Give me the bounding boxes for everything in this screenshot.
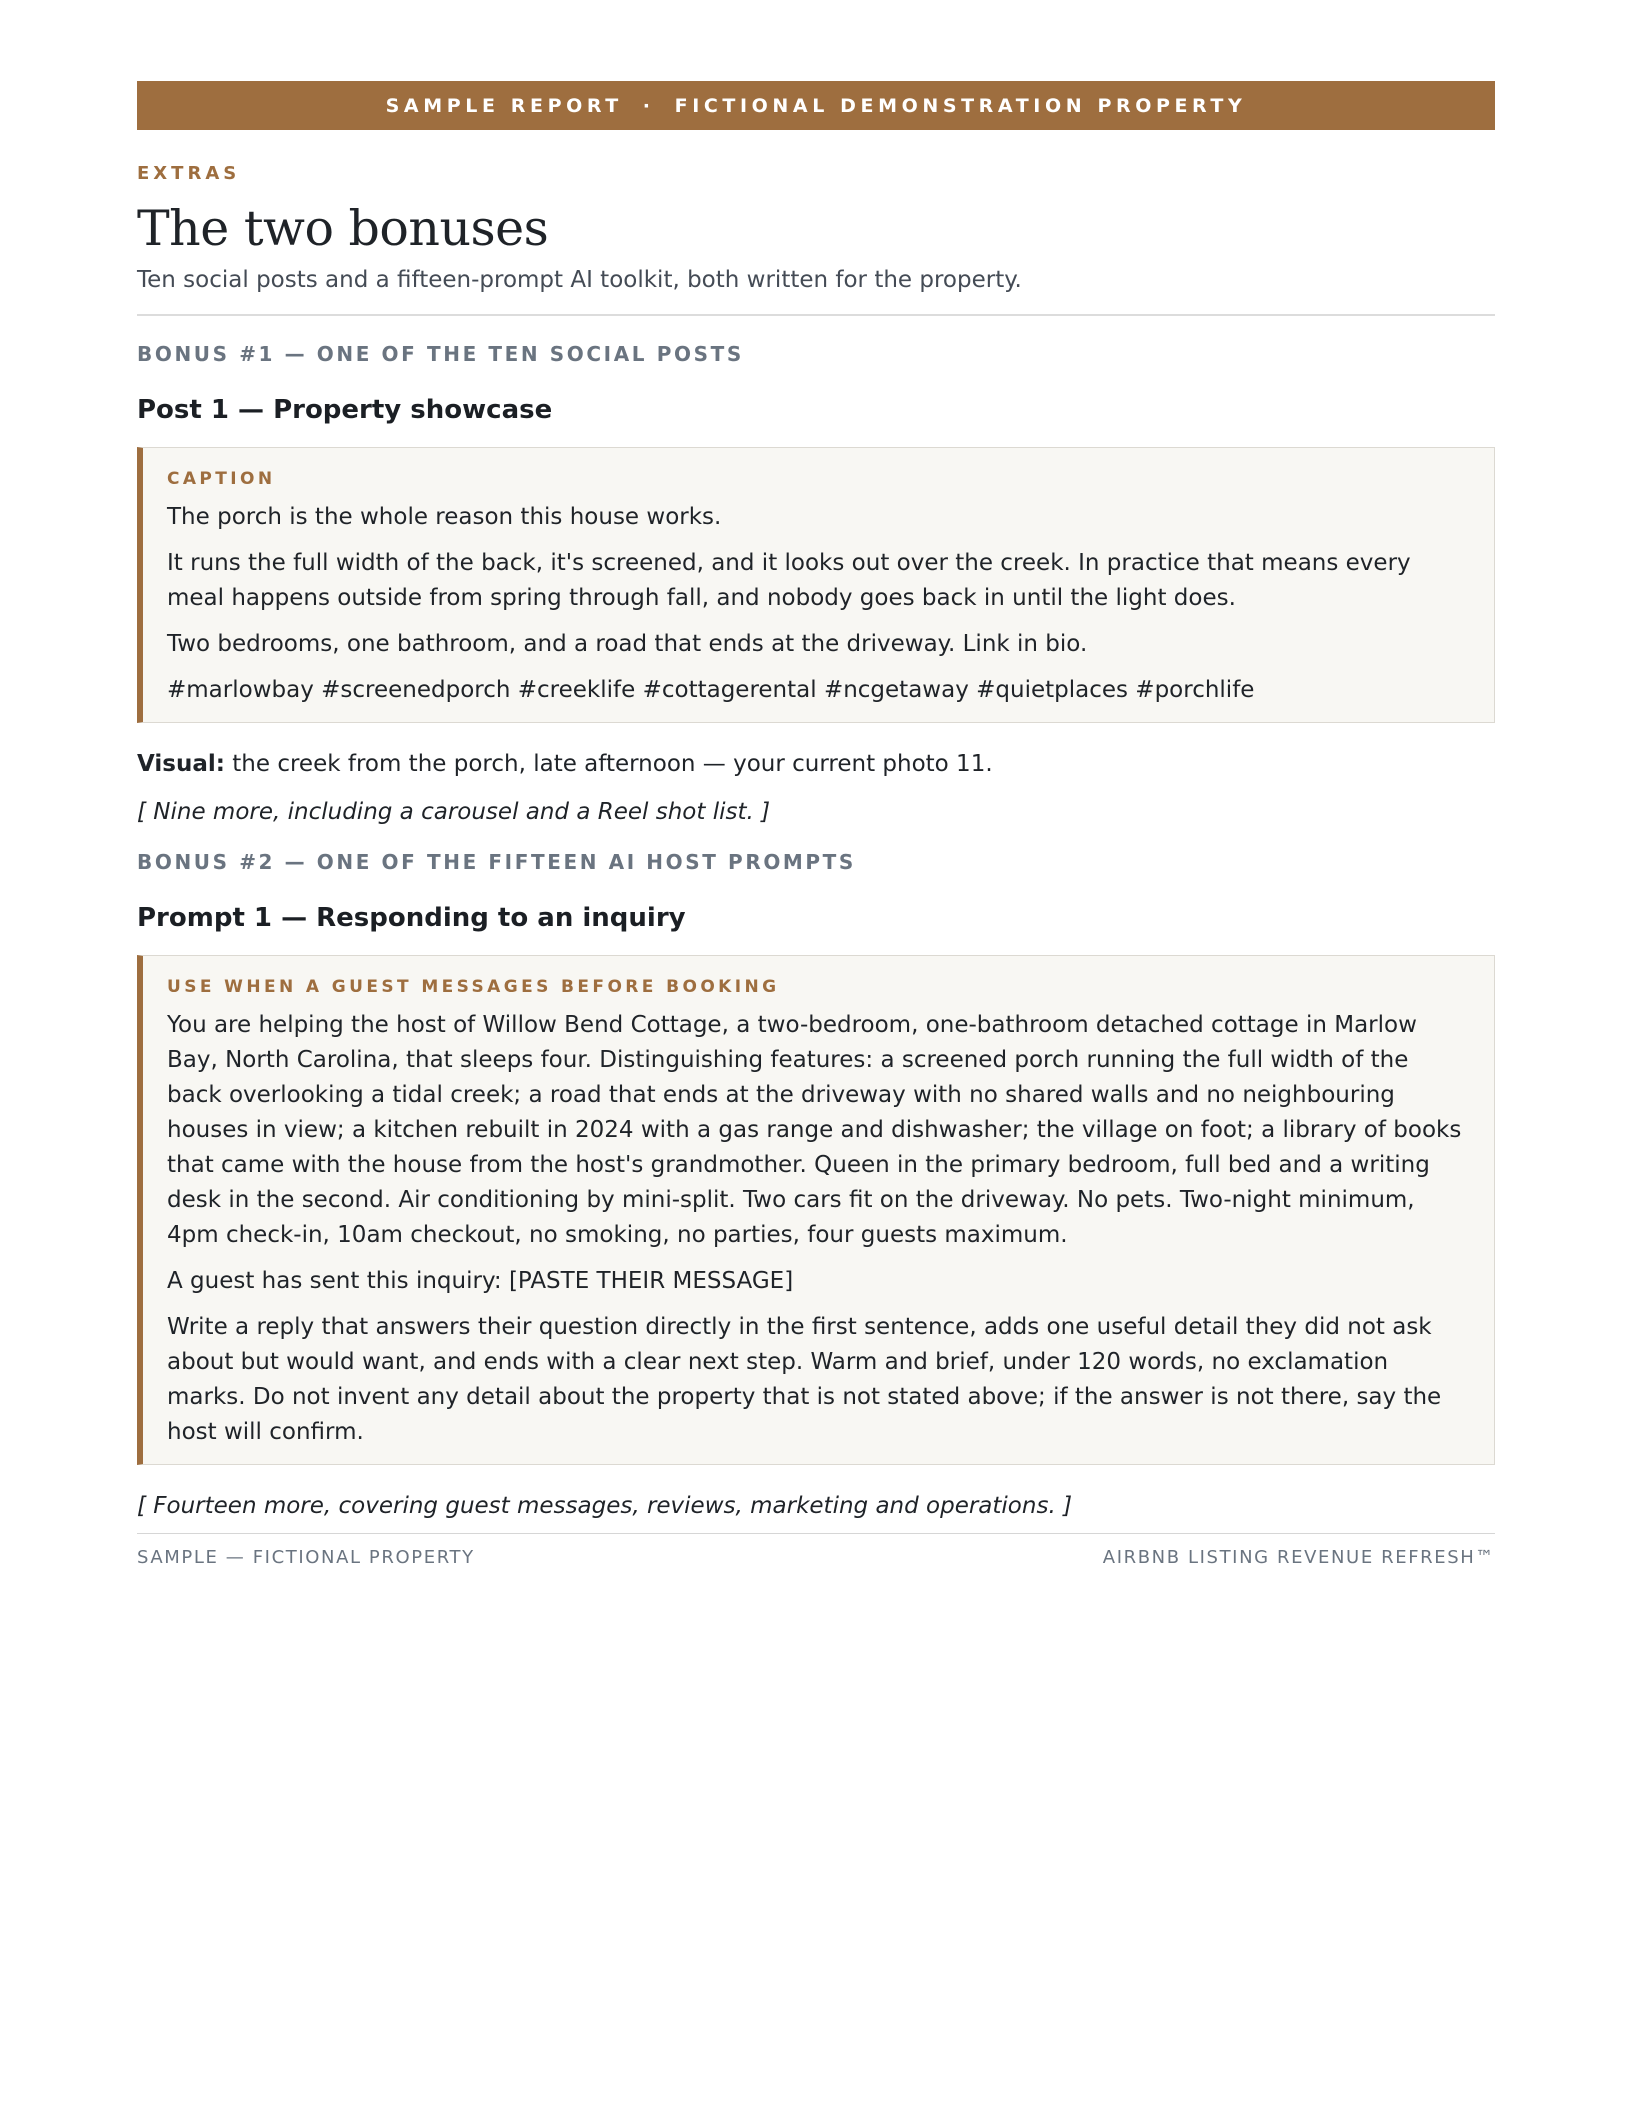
page-footer	[137, 1546, 1495, 1570]
bonus1-heading: Post 1 — Property showcase	[137, 395, 553, 425]
sample-banner	[137, 81, 1495, 130]
header-divider	[137, 314, 1495, 316]
banner-right-text: FICTIONAL DEMONSTRATION PROPERTY	[674, 94, 1247, 117]
footer-left-text: SAMPLE — FICTIONAL PROPERTY	[137, 1547, 475, 1568]
bonus1-more-note: [ Nine more, including a carousel and a Reel shot list. ]	[137, 799, 771, 825]
banner-left-text: SAMPLE REPORT	[385, 94, 623, 117]
bonus1-label: BONUS #1 — ONE OF THE TEN SOCIAL POSTS	[137, 342, 744, 366]
bonus2-label: BONUS #2 — ONE OF THE FIFTEEN AI HOST PROMPTS	[137, 850, 856, 874]
prompt-paragraph: You are helping the host of Willow Bend Cottage, a two-bedroom, one-bathroom detached cottage in Marlow Bay, North Carolina, that sleeps four. Distinguishing features: a screened porch running the full width of the back overlooking a tidal creek; a road that ends at the driveway with no shared walls and no neighbouring houses in view; a kitchen rebuilt in 2024 with a gas range and dishwasher; the village on foot; a library of books that came with the house from the host's grandmother. Queen in the primary bedroom, full bed and a writing desk in the second. Air conditioning by mini-split. Two cars fit on the driveway. No pets. Two-night minimum, 4pm check-in, 10am checkout, no smoking, no parties, four guests maximum.	[167, 1012, 1462, 1248]
banner-separator: ·	[642, 94, 655, 117]
visual-label: Visual:	[137, 751, 225, 777]
prompt-card	[137, 955, 1495, 1465]
bonus2-heading: Prompt 1 — Responding to an inquiry	[137, 903, 686, 933]
prompt-card-label: USE WHEN A GUEST MESSAGES BEFORE BOOKING	[167, 977, 780, 997]
caption-card-label: CAPTION	[167, 469, 276, 489]
caption-paragraph: The porch is the whole reason this house works.	[167, 504, 722, 530]
page-title: The two bonuses	[137, 200, 549, 257]
prompt-paragraph: Write a reply that answers their question directly in the first sentence, adds one useful detail they did not ask about but would want, and ends with a clear next step. Warm and brief, under 120 words, no exclamation marks. Do not invent any detail about the property that is not stated above; if the answer is not there, say the host will confirm.	[167, 1314, 1442, 1445]
caption-paragraph: Two bedrooms, one bathroom, and a road that ends at the driveway. Link in bio.	[167, 631, 1088, 657]
caption-hashtags: #marlowbay #screenedporch #creeklife #cottagerental #ncgetaway #quietplaces #porchlife	[167, 677, 1255, 703]
caption-card	[137, 447, 1495, 723]
section-kicker: EXTRAS	[137, 163, 241, 184]
footer-divider	[137, 1533, 1495, 1534]
caption-paragraph: It runs the full width of the back, it's screened, and it looks out over the creek. In practice that means every meal happens outside from spring through fall, and nobody goes back in until the light does.	[167, 550, 1411, 611]
visual-text: the creek from the porch, late afternoon — your current photo 11.	[224, 751, 993, 777]
page-subtitle: Ten social posts and a fifteen-prompt AI toolkit, both written for the property.	[137, 267, 1022, 293]
bonus2-more-note: [ Fourteen more, covering guest messages, reviews, marketing and operations. ]	[137, 1493, 1073, 1519]
visual-note	[137, 749, 1495, 779]
prompt-paragraph: A guest has sent this inquiry: [PASTE THEIR MESSAGE]	[167, 1268, 794, 1294]
footer-right-text: AIRBNB LISTING REVENUE REFRESH™	[1102, 1547, 1495, 1568]
